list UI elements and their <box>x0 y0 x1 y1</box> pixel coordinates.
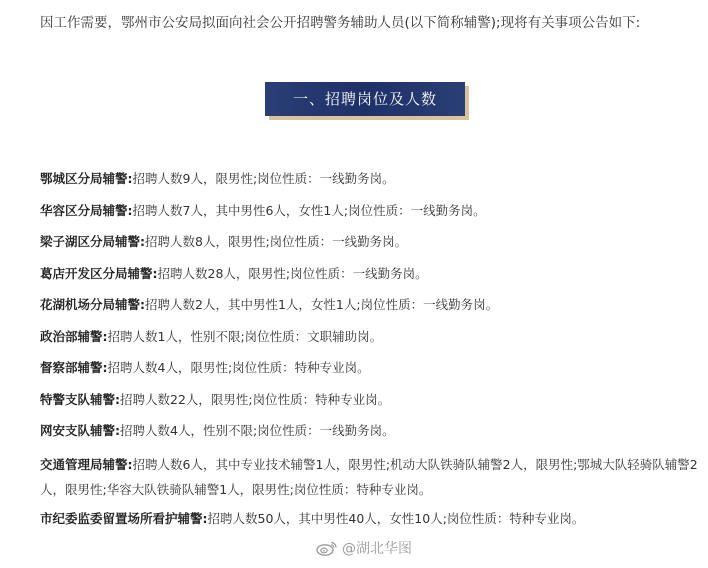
position-list <box>40 168 705 539</box>
position-unit: 花湖机场分局辅警: <box>40 297 145 312</box>
position-row <box>40 200 705 222</box>
watermark <box>316 538 412 558</box>
position-unit: 鄂城区分局辅警: <box>40 171 133 186</box>
position-unit: 交通管理局辅警: <box>40 456 133 472</box>
position-unit: 网安支队辅警: <box>40 423 120 438</box>
position-detail: 招聘人数4人，限男性;岗位性质：特种专业岗。 <box>107 360 370 375</box>
section-heading-title: 一、招聘岗位及人数 <box>265 82 465 116</box>
position-unit: 华容区分局辅警: <box>40 202 133 218</box>
position-unit: 督察部辅警: <box>40 360 108 375</box>
position-row <box>40 389 705 411</box>
watermark-text: @湖北华图 <box>342 541 412 557</box>
position-unit: 梁子湖区分局辅警: <box>40 234 145 249</box>
position-detail: 招聘人数28人，限男性;岗位性质：一线勤务岗。 <box>157 265 428 281</box>
position-detail: 招聘人数50人，其中男性40人，女性10人;岗位性质：特种专业岗。 <box>207 510 585 526</box>
section-heading <box>265 82 469 120</box>
position-detail: 招聘人数6人，其中专业技术辅警1人，限男性;机动大队铁骑队辅警2人，限男性;鄂城大队轻骑队辅警2人，限男性;华容大队铁骑队辅警1人，限男性;岗位性质：特种专业岗。 <box>40 456 698 497</box>
position-detail: 招聘人数22人，限男性;岗位性质：特种专业岗。 <box>120 391 391 407</box>
position-detail: 招聘人数4人，性别不限;岗位性质：一线勤务岗。 <box>120 423 395 438</box>
weibo-icon <box>316 540 338 556</box>
position-detail: 招聘人数7人，其中男性6人，女性1人;岗位性质：一线勤务岗。 <box>132 202 486 218</box>
position-unit: 葛店开发区分局辅警: <box>40 265 158 281</box>
position-detail: 招聘人数1人，性别不限;岗位性质：文职辅助岗。 <box>107 328 383 344</box>
position-row <box>40 168 705 190</box>
position-row <box>40 357 705 379</box>
position-unit: 政治部辅警: <box>40 328 108 344</box>
position-unit: 市纪委监委留置场所看护辅警: <box>40 510 208 526</box>
position-detail: 招聘人数2人，其中男性1人，女性1人;岗位性质：一线勤务岗。 <box>145 297 499 312</box>
position-detail: 招聘人数8人，限男性;岗位性质：一线勤务岗。 <box>145 234 408 249</box>
position-row <box>40 294 705 316</box>
position-detail: 招聘人数9人，限男性;岗位性质：一线勤务岗。 <box>132 171 395 186</box>
position-row <box>40 508 705 530</box>
position-row <box>40 452 705 502</box>
position-unit: 特警支队辅警: <box>40 391 120 407</box>
position-row <box>40 420 705 442</box>
intro-paragraph: 因工作需要，鄂州市公安局拟面向社会公开招聘警务辅助人员(以下简称辅警);现将有关事项公告如下: <box>40 15 641 31</box>
position-row <box>40 231 705 253</box>
position-row <box>40 326 705 348</box>
position-row <box>40 263 705 285</box>
